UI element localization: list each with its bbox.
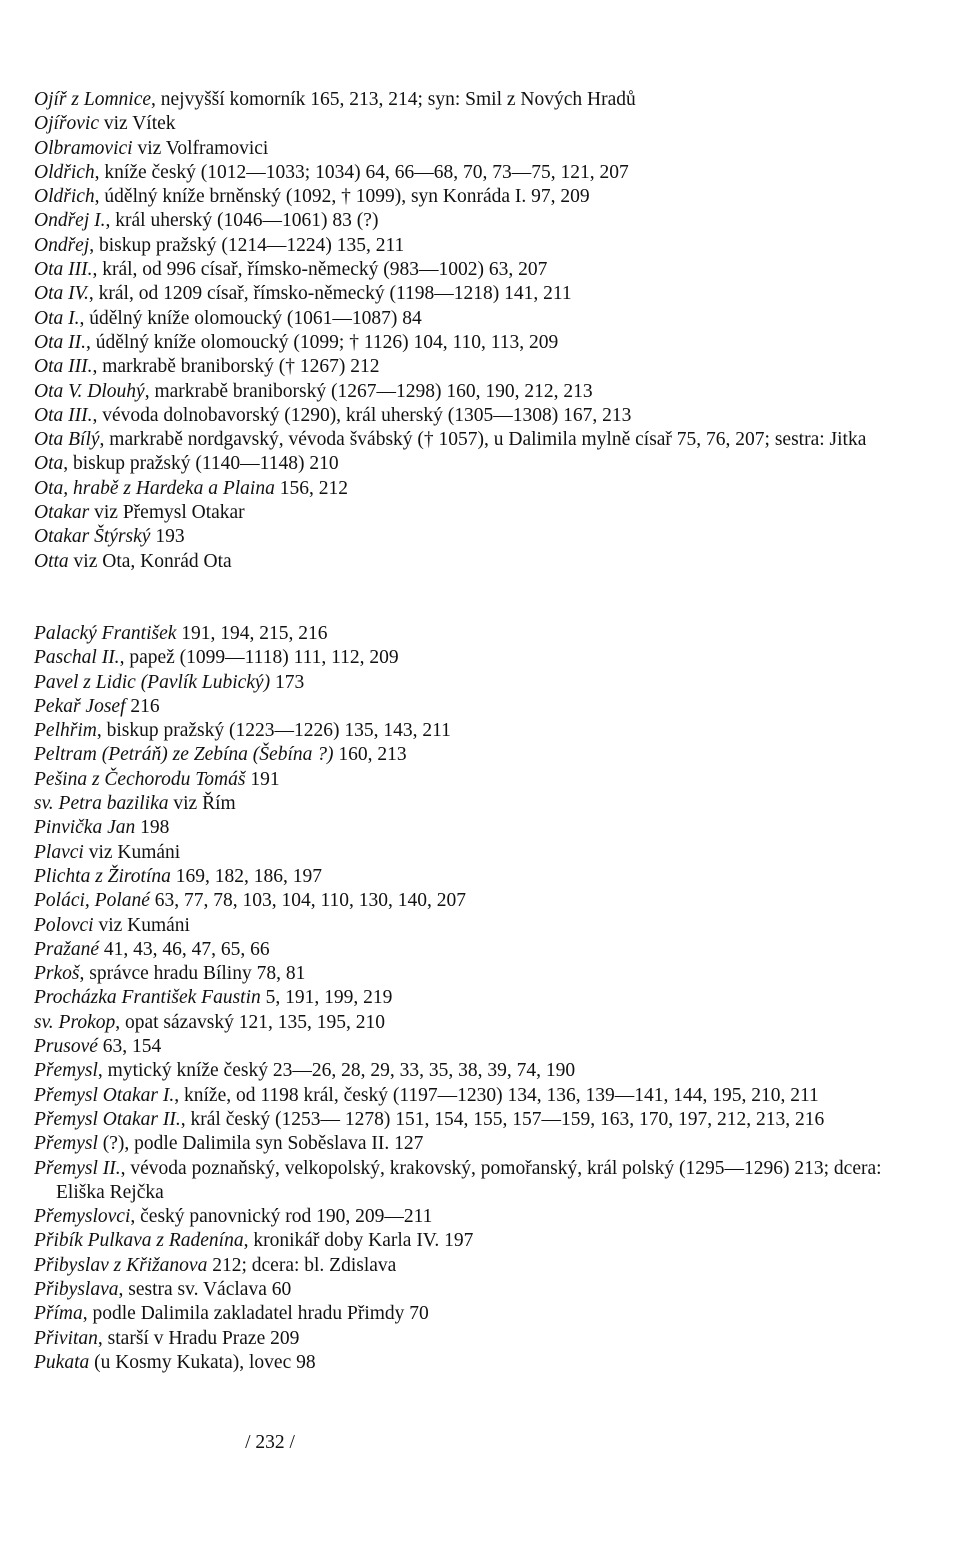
index-entry xyxy=(34,1132,934,1156)
entry-name: Ota II. xyxy=(34,331,86,353)
entry-details: , údělný kníže olomoucký (1061—1087) 84 xyxy=(79,307,422,329)
entry-details: , údělný kníže olomoucký (1099; † 1126) 104, 110, 113, 209 xyxy=(86,331,559,353)
entry-name: Ojířovic xyxy=(34,113,99,135)
index-entry xyxy=(34,282,934,306)
entry-name: Prusové xyxy=(34,1036,98,1058)
index-entry xyxy=(34,258,934,282)
index-entry xyxy=(34,380,934,404)
index-entry xyxy=(34,452,934,476)
entry-details: 63, 77, 78, 103, 104, 110, 130, 140, 207 xyxy=(149,890,467,912)
entry-details: , sestra sv. Václava 60 xyxy=(118,1279,292,1301)
entry-name: Pražané xyxy=(34,938,99,960)
index-entry xyxy=(34,1084,934,1108)
entry-name: Pekař Josef xyxy=(34,695,126,717)
index-entry xyxy=(34,404,934,428)
entry-name: Ota V. Dlouhý xyxy=(34,380,145,402)
page-number: / 232 / xyxy=(245,1432,295,1453)
entry-details: , král, od 996 císař, římsko-německý (983—1002) 63, 207 xyxy=(92,259,548,281)
entry-details: 41, 43, 46, 47, 65, 66 xyxy=(99,938,270,960)
entry-details: , starší v Hradu Praze 209 xyxy=(97,1327,300,1349)
index-entry xyxy=(34,1108,934,1132)
entry-details: , král uherský (1046—1061) 83 (?) xyxy=(105,210,379,232)
entry-details: , kníže český (1012—1033; 1034) 64, 66—68, 70, 73—75, 121, 207 xyxy=(94,161,629,183)
entry-name: Otakar xyxy=(34,502,90,524)
entry-name: Přivitan xyxy=(34,1327,98,1349)
index-entry xyxy=(34,889,934,913)
entry-details: , markrabě braniborský († 1267) 212 xyxy=(92,356,380,378)
entry-details: , biskup pražský (1214—1224) 135, 211 xyxy=(89,234,405,256)
index-entry xyxy=(34,88,934,112)
entry-details: viz Řím xyxy=(168,793,236,815)
entry-name: Peltram (Petráň) ze Zebína (Šebína ?) xyxy=(34,744,334,766)
index-entry xyxy=(34,1278,934,1302)
index-entry xyxy=(34,841,934,865)
entry-name: Plavci xyxy=(34,841,84,863)
entry-details: viz Volframovici xyxy=(132,137,269,159)
index-entry xyxy=(34,1327,934,1351)
entry-details: , kníže, od 1198 král, český (1197—1230) 134, 136, 139—141, 144, 195, 210, 211 xyxy=(174,1084,819,1106)
entry-details: (u Kosmy Kukata), lovec 98 xyxy=(89,1351,316,1373)
index-entry xyxy=(34,671,934,695)
index-entry xyxy=(34,525,934,549)
entry-name: Ojíř z Lomnice xyxy=(34,89,151,110)
entry-name: Ota xyxy=(34,453,64,475)
entry-name: Olbramovici xyxy=(34,137,133,159)
index-entry xyxy=(34,161,934,185)
entry-name: Ota III. xyxy=(34,259,93,281)
entry-name: Přibyslav z Křižanova xyxy=(34,1254,208,1276)
entry-name: Pukata xyxy=(34,1351,90,1373)
index-section-p xyxy=(34,622,934,1375)
entry-details: viz Ota, Konrád Ota xyxy=(68,550,232,572)
entry-name: Polovci xyxy=(34,914,94,936)
index-entry xyxy=(34,209,934,233)
index-entry xyxy=(34,137,934,161)
entry-details: , podle Dalimila zakladatel hradu Přimdy 70 xyxy=(82,1303,429,1325)
index-entry xyxy=(34,1254,934,1278)
entry-details: , opat sázavský 121, 135, 195, 210 xyxy=(115,1011,385,1033)
entry-name: Prkoš xyxy=(34,963,80,985)
index-entry xyxy=(34,1011,934,1035)
entry-name: Ondřej xyxy=(34,234,90,256)
entry-name: Pinvička Jan xyxy=(34,817,136,839)
index-entry xyxy=(34,1351,934,1375)
entry-name: Přibík Pulkava z Radenína xyxy=(34,1230,244,1252)
entry-name: Přemysl xyxy=(34,1133,98,1155)
entry-name: Ota III. xyxy=(34,404,93,426)
index-entry xyxy=(34,792,934,816)
index-entry xyxy=(34,768,934,792)
entry-name: Přemysl xyxy=(34,1060,98,1082)
entry-name: Ondřej I. xyxy=(34,210,106,232)
entry-details: , král, od 1209 císař, římsko-německý (1198—1218) 141, 211 xyxy=(88,283,572,305)
entry-details: 191 xyxy=(245,768,280,790)
entry-details: viz Kumáni xyxy=(83,841,181,863)
index-entry xyxy=(34,501,934,525)
entry-details: , údělný kníže brněnský (1092, † 1099), syn Konráda I. 97, 209 xyxy=(94,186,590,208)
index-entry xyxy=(34,938,934,962)
index-entry xyxy=(34,743,934,767)
index-entry xyxy=(34,1229,934,1253)
index-entry xyxy=(34,1035,934,1059)
index-entry xyxy=(34,695,934,719)
entry-name: sv. Prokop xyxy=(34,1011,116,1033)
entry-details: 173 xyxy=(270,671,305,693)
entry-name: Paschal II. xyxy=(34,647,120,669)
entry-details: 5, 191, 199, 219 xyxy=(260,987,393,1009)
entry-details: 212; dcera: bl. Zdislava xyxy=(207,1254,397,1276)
entry-details: 198 xyxy=(135,817,170,839)
entry-name: Ota IV. xyxy=(34,283,89,305)
entry-name: Palacký František xyxy=(34,623,177,644)
entry-name: Oldřich xyxy=(34,186,95,208)
entry-details: , kronikář doby Karla IV. 197 xyxy=(243,1230,474,1252)
index-entry xyxy=(34,646,934,670)
index-entry xyxy=(34,1059,934,1083)
entry-details: (?), podle Dalimila syn Soběslava II. 127 xyxy=(97,1133,424,1155)
entry-name: Otta xyxy=(34,550,69,572)
index-section-o xyxy=(34,88,934,574)
entry-name: Přemyslovci xyxy=(34,1206,131,1228)
entry-details: viz Vítek xyxy=(98,113,176,135)
index-entry xyxy=(34,865,934,889)
entry-name: Ota, hrabě z Hardeka a Plaina xyxy=(34,477,275,499)
index-entry xyxy=(34,1302,934,1326)
entry-details: , mytický kníže český 23—26, 28, 29, 33, 35, 38, 39, 74, 190 xyxy=(97,1060,576,1082)
entry-details: viz Přemysl Otakar xyxy=(89,502,245,524)
entry-name: Pešina z Čechorodu Tomáš xyxy=(34,768,246,790)
entry-name: Ota Bílý xyxy=(34,429,100,451)
entry-name: sv. Petra bazilika xyxy=(34,793,169,815)
index-entry xyxy=(34,986,934,1010)
index-entry xyxy=(34,1205,934,1229)
index-entry xyxy=(34,477,934,501)
entry-details: 169, 182, 186, 197 xyxy=(170,865,322,887)
index-entry xyxy=(34,719,934,743)
entry-name: Pavel z Lidic (Pavlík Lubický) xyxy=(34,671,271,693)
index-entry xyxy=(34,962,934,986)
entry-details: 156, 212 xyxy=(274,477,348,499)
index-entry xyxy=(34,622,934,646)
index-entry xyxy=(34,185,934,209)
entry-details: 63, 154 xyxy=(97,1036,162,1058)
entry-details: 193 xyxy=(150,526,185,548)
entry-details: , král český (1253— 1278) 151, 154, 155, 157—159, 163, 170, 197, 212, 213, 216 xyxy=(180,1108,825,1130)
entry-details: , český panovnický rod 190, 209—211 xyxy=(130,1206,433,1228)
entry-name: Přemysl II. xyxy=(34,1157,121,1179)
entry-details: , biskup pražský (1223—1226) 135, 143, 211 xyxy=(96,720,451,742)
entry-details: , biskup pražský (1140—1148) 210 xyxy=(63,453,339,475)
entry-name: Přibyslava xyxy=(34,1279,119,1301)
index-entry xyxy=(34,112,934,136)
index-entry xyxy=(34,914,934,938)
entry-name: Plichta z Žirotína xyxy=(34,865,171,887)
entry-details: 191, 194, 215, 216 xyxy=(176,623,328,644)
entry-details: 160, 213 xyxy=(333,744,407,766)
index-entry xyxy=(34,428,934,452)
entry-details: , markrabě braniborský (1267—1298) 160, 190, 212, 213 xyxy=(144,380,593,402)
index-entry xyxy=(34,331,934,355)
entry-details: , nejvyšší komorník 165, 213, 214; syn: Smil z Nových Hradů xyxy=(151,89,636,110)
entry-name: Příma xyxy=(34,1303,83,1325)
entry-details: 216 xyxy=(125,695,160,717)
entry-name: Přemysl Otakar II. xyxy=(34,1108,181,1130)
index-entry xyxy=(34,307,934,331)
entry-details: , papež (1099—1118) 111, 112, 209 xyxy=(119,647,399,669)
entry-name: Přemysl Otakar I. xyxy=(34,1084,175,1106)
entry-name: Pelhřim xyxy=(34,720,97,742)
entry-name: Otakar Štýrský xyxy=(34,526,151,548)
entry-details: , vévoda poznaňský, velkopolský, krakovský, pomořanský, král polský (1295—1296) 213; dcera: Eliška Rejčka xyxy=(56,1157,882,1203)
index-entry xyxy=(34,355,934,379)
index-entry xyxy=(34,816,934,840)
entry-name: Poláci, Polané xyxy=(34,890,150,912)
entry-name: Oldřich xyxy=(34,161,95,183)
entry-name: Ota I. xyxy=(34,307,80,329)
entry-name: Ota III. xyxy=(34,356,93,378)
entry-details: viz Kumáni xyxy=(93,914,190,936)
entry-details: , markrabě nordgavský, vévoda švábský († 1057), u Dalimila mylně císař 75, 76, 207; sestra: Jitka xyxy=(99,429,867,451)
entry-name: Procházka František Faustin xyxy=(34,987,261,1009)
index-entry xyxy=(34,234,934,258)
entry-details: , správce hradu Bíliny 78, 81 xyxy=(79,963,306,985)
entry-details: , vévoda dolnobavorský (1290), král uherský (1305—1308) 167, 213 xyxy=(92,404,632,426)
index-entry xyxy=(34,550,934,574)
index-entry xyxy=(34,1157,934,1206)
